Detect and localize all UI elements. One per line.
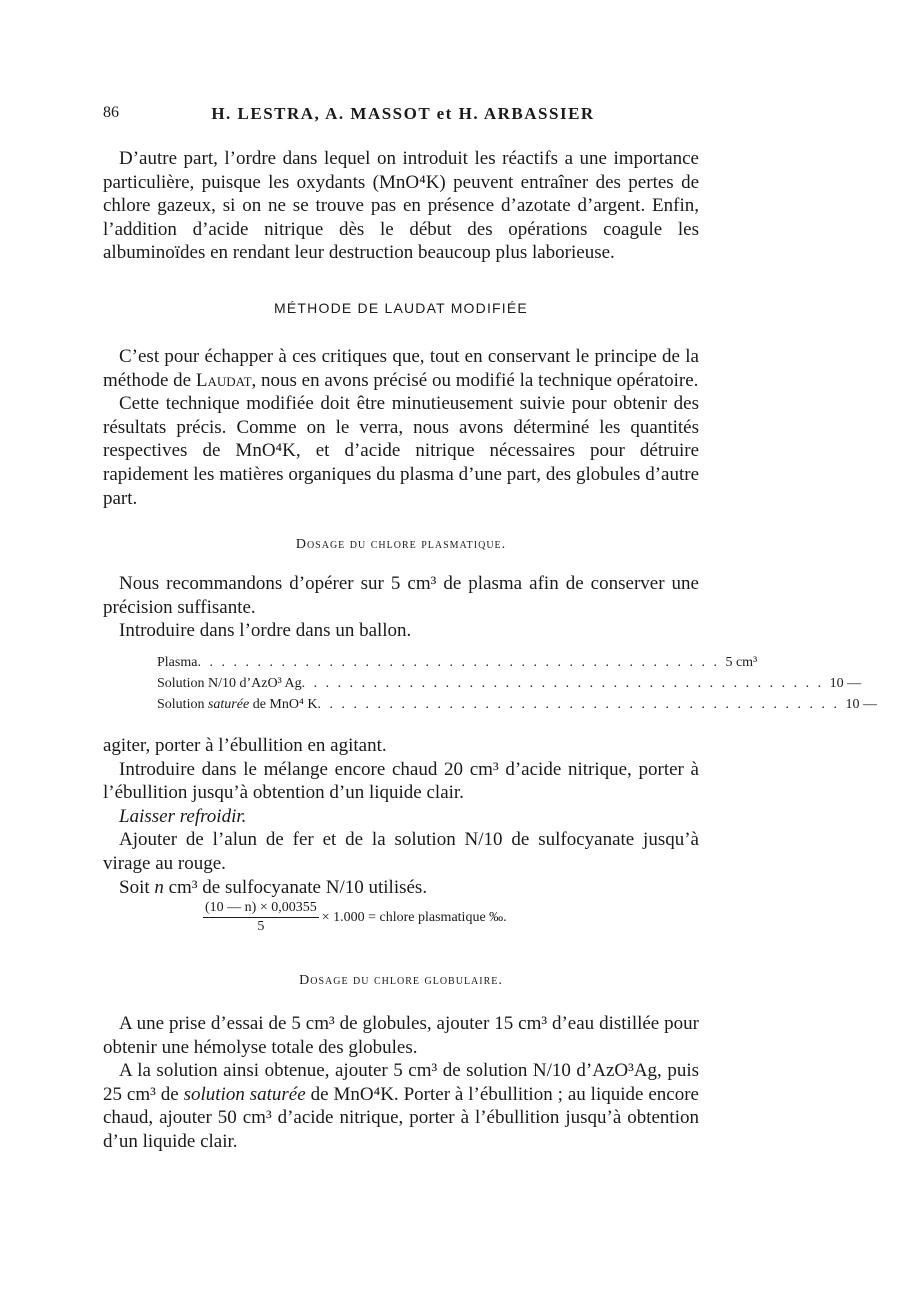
method-paragraph-2: Cette technique modifiée doit être minutieusement suivie pour obtenir des résultats précis. Comme on le verra, nous avons déterminé les quantités respectives de MnO⁴K, et d’acide nitrique nécessaires pour détruire rapidement les matières organiques du plasma d’une part, des globules d’autre part. <box>103 393 699 509</box>
leader-dots: . . . . . . . . . . . . . . . . . . . . . . . . . . . . . . . . . . . . . . . . . . . . <box>197 655 720 670</box>
globular-block <box>103 1012 699 1154</box>
reagent-row <box>157 673 862 694</box>
formula-numerator: (10 — n) × 0,00355 <box>203 900 319 918</box>
reagent-name: Solution N/10 d’AzO³ Ag <box>157 676 302 691</box>
step-text-italic: Laisser refroidir. <box>119 805 247 827</box>
step-text <box>103 876 699 900</box>
formula-result: × 1.000 = chlore plasmatique ‰. <box>321 909 507 925</box>
globular-paragraph-1: A une prise d’essai de 5 cm³ de globules, ajouter 15 cm³ d’eau distillée pour obtenir une hémolyse totale des globules. <box>103 1013 699 1058</box>
step-text: Ajouter de l’alun de fer et de la solution N/10 de sulfocyanate jusqu’à virage au rouge. <box>103 829 699 874</box>
method-p1-after: , nous en avons précisé ou modifié la technique opératoire. <box>251 369 699 391</box>
reagent-quantity: 5 cm³ <box>725 655 758 670</box>
reagent-quantity: 10 — <box>845 697 877 712</box>
step-text-start: Soit <box>119 876 155 898</box>
reagent-name <box>157 694 317 715</box>
plasma-steps-block <box>103 734 699 899</box>
intro-paragraph: D’autre part, l’ordre dans lequel on introduit les réactifs a une importance particulière, puisque les oxydants (MnO⁴K) peuvent entraîner des pertes de chlore gazeux, si on ne se trouve pas en présence d’azotate d’argent. Enfin, l’addition d’acide nitrique dès le début des opérations coagule les albuminoïdes en rendant leur destruction beaucoup plus laborieuse. <box>103 148 699 264</box>
globular-p2-italic: solution saturée <box>183 1083 306 1105</box>
globular-heading: Dosage du chlore globulaire. <box>299 973 503 988</box>
formula-fraction <box>203 900 319 935</box>
formula-denominator: 5 <box>257 919 265 934</box>
reagent-name-end: de MnO⁴ K <box>249 697 318 712</box>
plasma-intro-block <box>103 572 699 643</box>
plasma-paragraph-1: Nous recommandons d’opérer sur 5 cm³ de plasma afin de conserver une précision suffisante. <box>103 573 699 618</box>
globular-p2-end: de MnO⁴K. Porter à l’ébullition ; au liquide encore chaud, ajouter 50 cm³ d’acide nitrique, porter à l’ébullition jusqu’à obtention d’un liquide clair. <box>103 1083 699 1152</box>
method-block <box>103 345 699 510</box>
plasma-paragraph-2: Introduire dans l’ordre dans un ballon. <box>119 620 412 642</box>
step-text: agiter, porter à l’ébullition en agitant. <box>103 735 387 756</box>
author-name: Laudat <box>195 369 252 391</box>
reagent-quantity: 10 — <box>829 676 862 691</box>
calculation-formula <box>203 900 643 935</box>
globular-paragraph-2 <box>103 1059 699 1153</box>
leader-dots: . . . . . . . . . . . . . . . . . . . . . . . . . . . . . . . . . . . . . . . . . . . . <box>317 697 840 712</box>
method-paragraph-1 <box>103 345 699 392</box>
reagent-row <box>157 652 758 673</box>
method-p1-before: C’est pour échapper à ces critiques que, tout en conservant le principe de la méthode de <box>103 346 699 391</box>
leader-dots: . . . . . . . . . . . . . . . . . . . . . . . . . . . . . . . . . . . . . . . . . . . . <box>301 676 824 691</box>
variable-n: n <box>154 876 164 898</box>
page-number: 86 <box>103 104 119 121</box>
method-heading: MÉTHODE DE LAUDAT MODIFIÉE <box>274 300 528 316</box>
reagent-row <box>157 694 877 715</box>
reagent-name-start: Solution <box>157 697 208 712</box>
page-header <box>103 104 703 134</box>
reagent-name: Plasma <box>157 655 198 670</box>
step-text <box>103 805 699 829</box>
intro-block <box>103 147 699 265</box>
reagent-name-italic: saturée <box>207 697 250 712</box>
plasma-heading: Dosage du chlore plasmatique. <box>295 537 507 552</box>
step-text: Introduire dans le mélange encore chaud 20 cm³ d’acide nitrique, porter à l’ébullition jusqu’à obtention d’un liquide clair. <box>103 758 699 804</box>
running-title: H. LESTRA, A. MASSOT et H. ARBASSIER <box>211 104 595 123</box>
step-text-end: cm³ de sulfocyanate N/10 utilisés. <box>163 876 428 898</box>
globular-p2-start: A la solution ainsi obtenue, ajouter 5 cm³ de solution N/10 d’AzO³Ag, puis 25 cm³ de <box>103 1060 699 1105</box>
reagent-list <box>157 652 877 715</box>
